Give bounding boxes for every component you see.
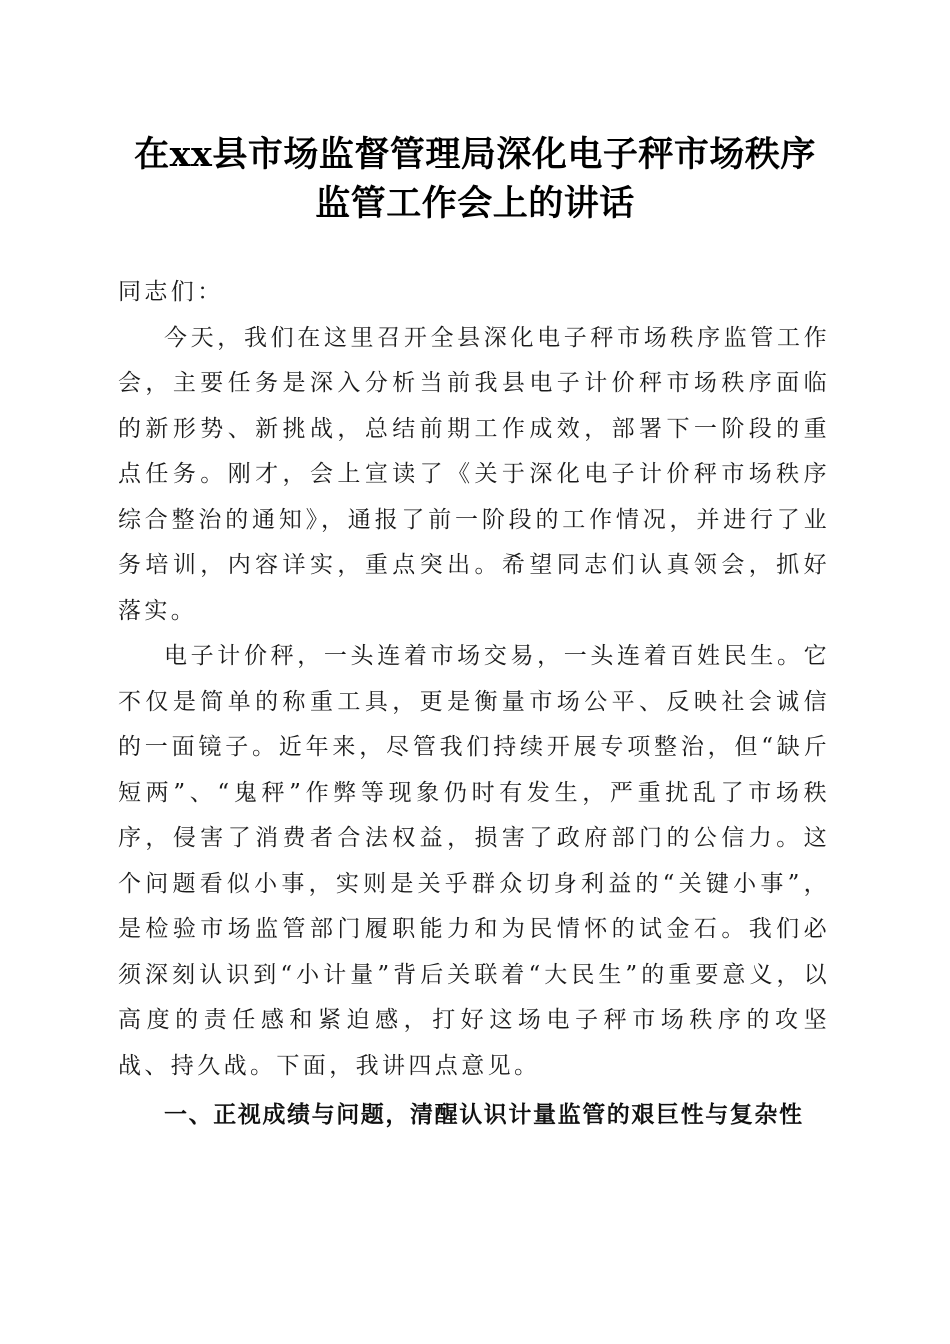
paragraph-electronic-scale: 电子计价秤，一头连着市场交易，一头连着百姓民生。它不仅是简单的称重工具，更是衡量市场公平、反映社会诚信的一面镜子。近年来，尽管我们持续开展专项整治，但“缺斤短两”、“鬼秤”作弊等现象仍时有发生，严重扰乱了市场秩序，侵害了消费者合法权益，损害了政府部门的公信力。这个问题看似小事，实则是关乎群众切身利益的“关键小事”，是检验市场监管部门履职能力和为民情怀的试金石。我们必须深刻认识到“小计量”背后关联着“大民生”的重要意义，以高度的责任感和紧迫感，打好这场电子秤市场秩序的攻坚战、持久战。下面，我讲四点意见。 — [118, 643, 830, 1079]
paragraph-opening: 今天，我们在这里召开全县深化电子秤市场秩序监管工作会，主要任务是深入分析当前我县电子计价秤市场秩序面临的新形势、新挑战，总结前期工作成效，部署下一阶段的重点任务。刚才，会上宣读了《关于深化电子计价秤市场秩序综合整治的通知》，通报了前一阶段的工作情况，并进行了业务培训，内容详实，重点突出。希望同志们认真领会，抓好落实。 — [118, 324, 830, 624]
title-line-1: 在xx县市场监督管理局深化电子秤市场秩序 — [134, 134, 816, 175]
salutation: 同志们： — [118, 279, 224, 305]
document-title — [100, 130, 850, 228]
document-body — [118, 270, 830, 1139]
section-heading-1: 一、正视成绩与问题，清醒认识计量监管的艰巨性与复杂性 — [164, 1102, 804, 1128]
title-line-2: 监管工作会上的讲话 — [315, 183, 635, 224]
